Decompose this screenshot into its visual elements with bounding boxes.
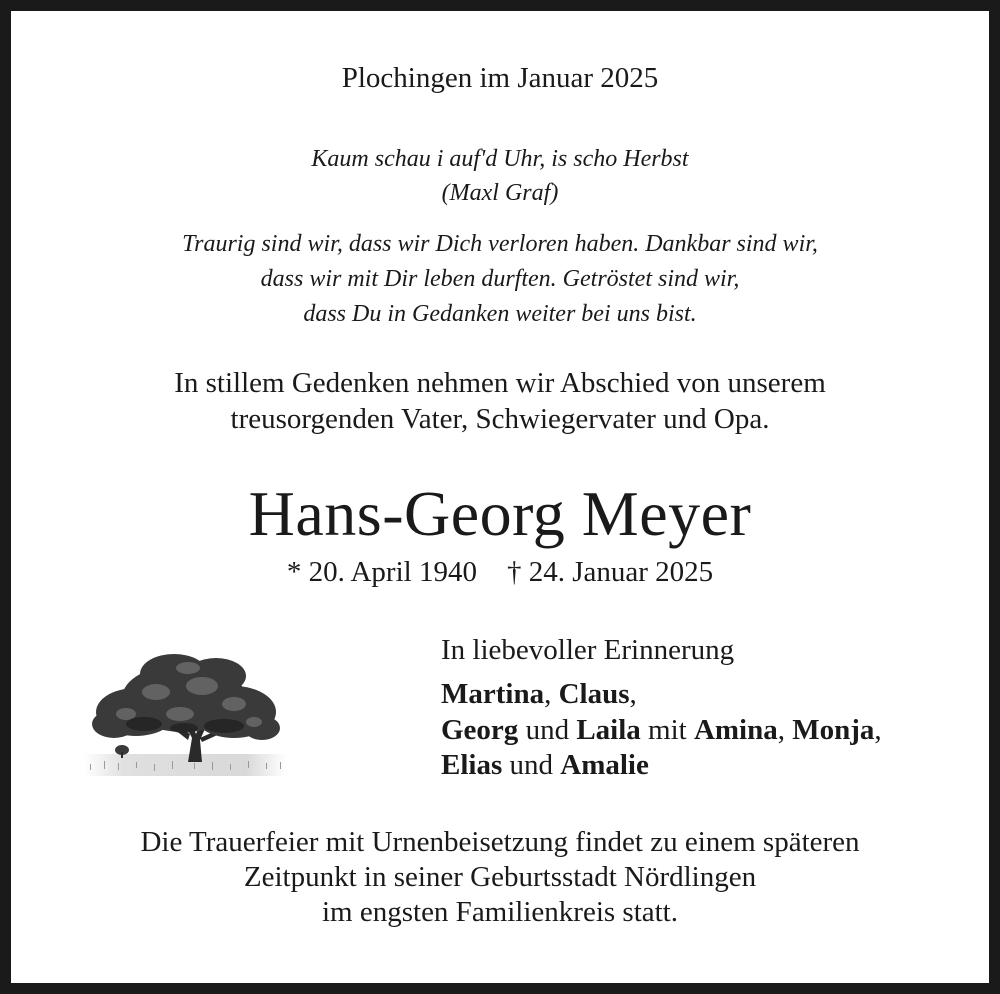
family-name: Amina: [693, 714, 778, 746]
place-date: Plochingen im Januar 2025: [341, 62, 659, 94]
verse-line-3: dass Du in Gedanken weiter bei uns bist.: [303, 301, 697, 327]
family-separator: ,: [629, 678, 637, 710]
family-name: Martina: [441, 678, 545, 710]
deceased-name: Hans-Georg Meyer: [248, 478, 752, 549]
family-line-1: [441, 676, 637, 712]
family-separator: ,: [777, 714, 793, 746]
family-name: Laila: [576, 714, 641, 746]
family-separator: mit: [640, 714, 694, 746]
family-name: Georg: [441, 714, 519, 746]
birth-date: * 20. April 1940: [286, 556, 477, 588]
family-line-3: [441, 747, 649, 783]
life-dates: [0, 552, 1000, 592]
tree-icon: [84, 642, 286, 778]
funeral-line-1: Die Trauerfeier mit Urnenbeisetzung findet zu einem späteren: [140, 826, 860, 858]
family-name: Claus: [558, 678, 630, 710]
death-date: † 24. Januar 2025: [506, 556, 714, 588]
funeral-line-2: Zeitpunkt in seiner Geburtsstadt Nördlingen: [243, 861, 757, 893]
intro-line-2: treusorgenden Vater, Schwiegervater und Opa.: [230, 403, 770, 435]
family-name: Elias: [441, 749, 503, 781]
family-separator: ,: [544, 678, 559, 710]
intro-line-1: In stillem Gedenken nehmen wir Abschied von unserem: [174, 367, 826, 399]
funeral-line-3: im engsten Familienkreis statt.: [321, 896, 678, 928]
remembrance-heading: In liebevoller Erinnerung: [441, 634, 735, 666]
family-separator: und: [518, 714, 577, 746]
verse-line-2: dass wir mit Dir leben durften. Getröstet sind wir,: [260, 266, 740, 292]
quote-line: Kaum schau i auf'd Uhr, is scho Herbst: [311, 146, 689, 172]
family-separator: und: [502, 749, 561, 781]
family-line-2: [441, 712, 882, 748]
verse-line-1: Traurig sind wir, dass wir Dich verloren haben. Dankbar sind wir,: [182, 231, 818, 257]
quote-author: (Maxl Graf): [441, 180, 559, 206]
family-name: Amalie: [560, 749, 649, 781]
family-name: Monja: [792, 714, 875, 746]
family-separator: ,: [874, 714, 882, 746]
